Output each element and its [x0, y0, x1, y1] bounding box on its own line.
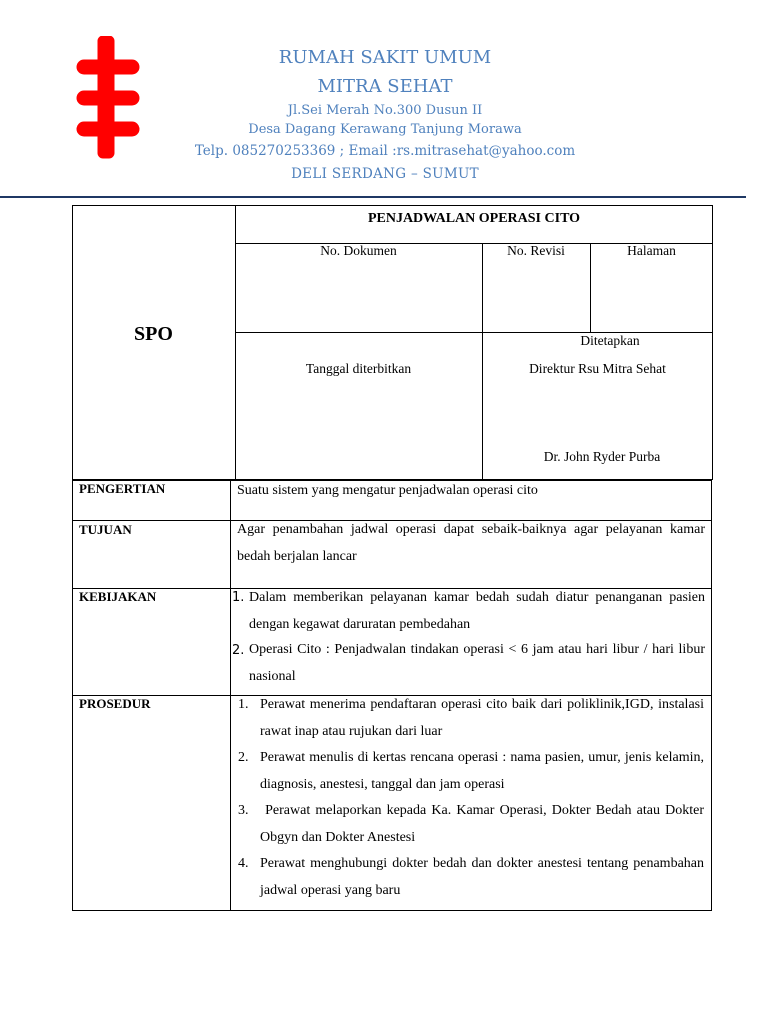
prosedur-item: Perawat melaporkan kepada Ka. Kamar Operasi, Dokter Bedah atau Dokter Obgyn dan Dokter Anestesi — [260, 803, 708, 845]
tujuan-label: TUJUAN — [79, 522, 132, 537]
page-label: Halaman — [627, 243, 676, 258]
document-number-label: No. Dokumen — [320, 243, 397, 258]
region-line: DELI SERDANG – SUMUT — [291, 166, 479, 182]
revision-number-label: No. Revisi — [507, 243, 565, 258]
hospital-name-line2: MITRA SEHAT — [317, 76, 453, 97]
prosedur-label: PROSEDUR — [79, 696, 151, 711]
pengertian-label: PENGERTIAN — [79, 481, 166, 496]
header-divider — [0, 196, 746, 198]
prosedur-item: Perawat menerima pendaftaran operasi cito baik dari poliklinik,IGD, instalasi rawat inap atau rujukan dari luar — [260, 697, 704, 739]
kebijakan-item-number: 2. — [232, 643, 245, 658]
hospital-name-line1: RUMAH SAKIT UMUM — [278, 47, 492, 68]
kebijakan-item: Dalam memberikan pelayanan kamar bedah sudah diatur penanganan pasien dengan kegawat daruratan pembedahan — [249, 590, 705, 632]
address-line2: Desa Dagang Kerawang Tanjung Morawa — [248, 122, 522, 137]
issued-date-label: Tanggal diterbitkan — [305, 361, 412, 376]
pengertian-text: Suatu sistem yang mengatur penjadwalan operasi cito — [237, 483, 538, 498]
prosedur-item-number: 1. — [238, 697, 249, 712]
prosedur-item: Perawat menghubungi dokter bedah dan dokter anestesi tentang penambahan jadwal operasi yang baru — [260, 856, 704, 898]
hospital-logo-icon — [72, 36, 144, 160]
prosedur-item: Perawat menulis di kertas rencana operasi : nama pasien, umur, jenis kelamin, diagnosis, anestesi, tanggal dan jam operasi — [260, 750, 704, 792]
prosedur-item-number: 4. — [238, 856, 249, 871]
spo-label: SPO — [134, 323, 173, 345]
prosedur-item-number: 3. — [238, 803, 249, 818]
kebijakan-label: KEBIJAKAN — [79, 589, 157, 604]
contact-line: Telp. 085270253369 ; Email :rs.mitrasehat@yahoo.com — [194, 143, 576, 159]
kebijakan-item-number: 1. — [232, 590, 245, 605]
director-title: Direktur Rsu Mitra Sehat — [529, 361, 666, 376]
director-name: Dr. John Ryder Purba — [543, 449, 661, 464]
prosedur-item-number: 2. — [238, 750, 249, 765]
established-label: Ditetapkan — [580, 333, 640, 348]
address-line1: Jl.Sei Merah No.300 Dusun II — [287, 103, 483, 118]
tujuan-text: Agar penambahan jadwal operasi dapat sebaik-baiknya agar pelayanan kamar bedah berjalan lancar — [237, 522, 705, 564]
kebijakan-item: Operasi Cito : Penjadwalan tindakan operasi < 6 jam atau hari libur / hari libur nasional — [249, 642, 705, 684]
document-title: PENJADWALAN OPERASI CITO — [367, 211, 581, 226]
